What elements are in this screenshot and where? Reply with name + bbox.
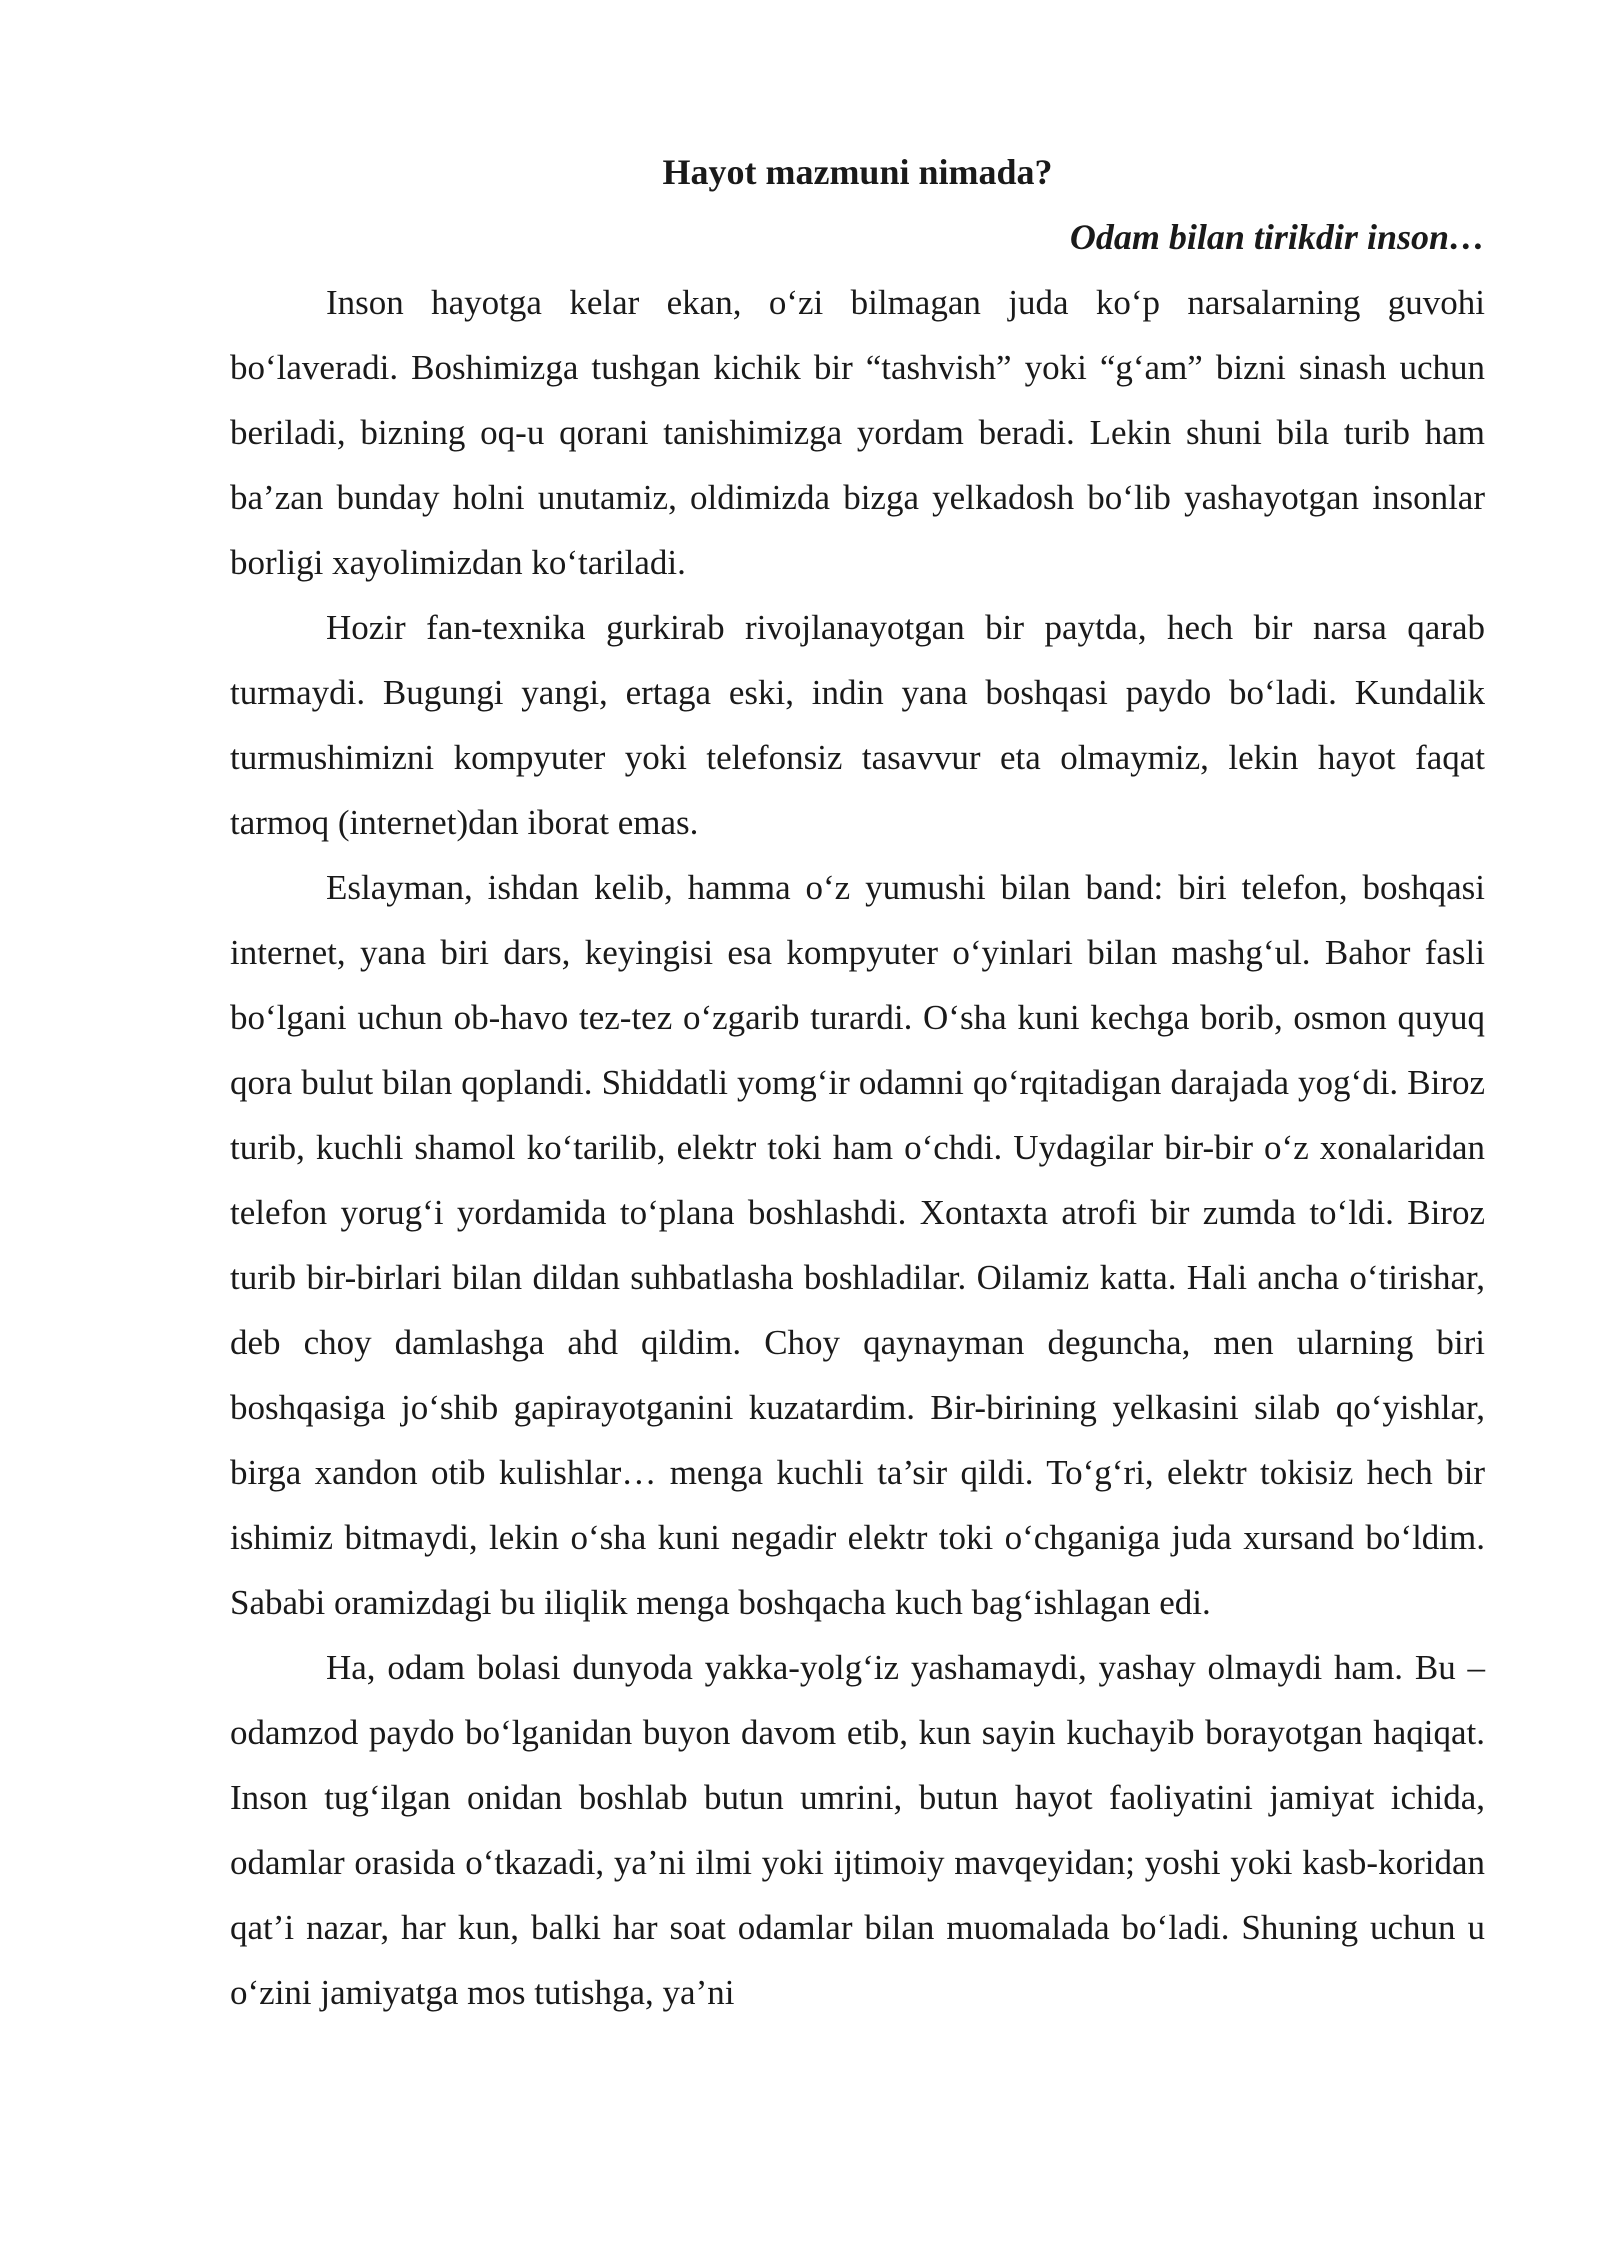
document-title: Hayot mazmuni nimada? [662, 152, 1053, 192]
document-page [230, 140, 1485, 2025]
paragraph-3: Eslayman, ishdan kelib, hamma o‘z yumushi bilan band: biri telefon, boshqasi internet, yana biri dars, keyingisi esa kompyuter o‘yinlari bilan mashg‘ul. Bahor fasli bo‘lgani uchun ob-havo tez-tez o‘zgarib turardi. O‘sha kuni kechga borib, osmon quyuq qora bulut bilan qoplandi. Shiddatli yomg‘ir odamni qo‘rqitadigan darajada yog‘di. Biroz turib, kuchli shamol ko‘tarilib, elektr toki ham o‘chdi. Uydagilar bir-bir o‘z xonalaridan telefon yorug‘i yordamida to‘plana boshlashdi. Xontaxta atrofi bir zumda to‘ldi. Biroz turib bir-birlari bilan dildan suhbatlasha boshladilar. Oilamiz katta. Hali ancha o‘tirishar, deb choy damlashga ahd qildim. Choy qaynayman deguncha, men ularning biri boshqasiga jo‘shib gapirayotganini kuzatardim. Bir-birining yelkasini silab qo‘yishlar, birga xandon otib kulishlar… menga kuchli ta’sir qildi. To‘g‘ri, elektr tokisiz hech bir ishimiz bitmaydi, lekin o‘sha kuni negadir elektr toki o‘chganiga juda xursand bo‘ldim. Sababi oramizdagi bu iliqlik menga boshqacha kuch bag‘ishlagan edi. [230, 868, 1485, 1622]
paragraph-2: Hozir fan-texnika gurkirab rivojlanayotgan bir paytda, hech bir narsa qarab turmaydi. Bugungi yangi, ertaga eski, indin yana boshqasi paydo bo‘ladi. Kundalik turmushimizni kompyuter yoki telefonsiz tasavvur eta olmaymiz, lekin hayot faqat tarmoq (internet)dan iborat emas. [230, 608, 1485, 842]
epigraph: Odam bilan tirikdir inson… [1069, 217, 1485, 257]
paragraph-1: Inson hayotga kelar ekan, o‘zi bilmagan juda ko‘p narsalarning guvohi bo‘laveradi. Boshimizga tushgan kichik bir “tashvish” yoki “g‘am” bizni sinash uchun beriladi, bizning oq-u qorani tanishimizga yordam beradi. Lekin shuni bila turib ham ba’zan bunday holni unutamiz, oldimizda bizga yelkadosh bo‘lib yashayotgan insonlar borligi xayolimizdan ko‘tariladi. [230, 283, 1485, 582]
paragraph-4: Ha, odam bolasi dunyoda yakka-yolg‘iz yashamaydi, yashay olmaydi ham. Bu – odamzod paydo bo‘lganidan buyon davom etib, kun sayin kuchayib borayotgan haqiqat. Inson tug‘ilgan onidan boshlab butun umrini, butun hayot faoliyatini jamiyat ichida, odamlar orasida o‘tkazadi, ya’ni ilmi yoki ijtimoiy mavqeyidan; yoshi yoki kasb-koridan qat’i nazar, har kun, balki har soat odamlar bilan muomalada bo‘ladi. Shuning uchun u o‘zini jamiyatga mos tutishga, ya’ni [230, 1648, 1485, 2012]
